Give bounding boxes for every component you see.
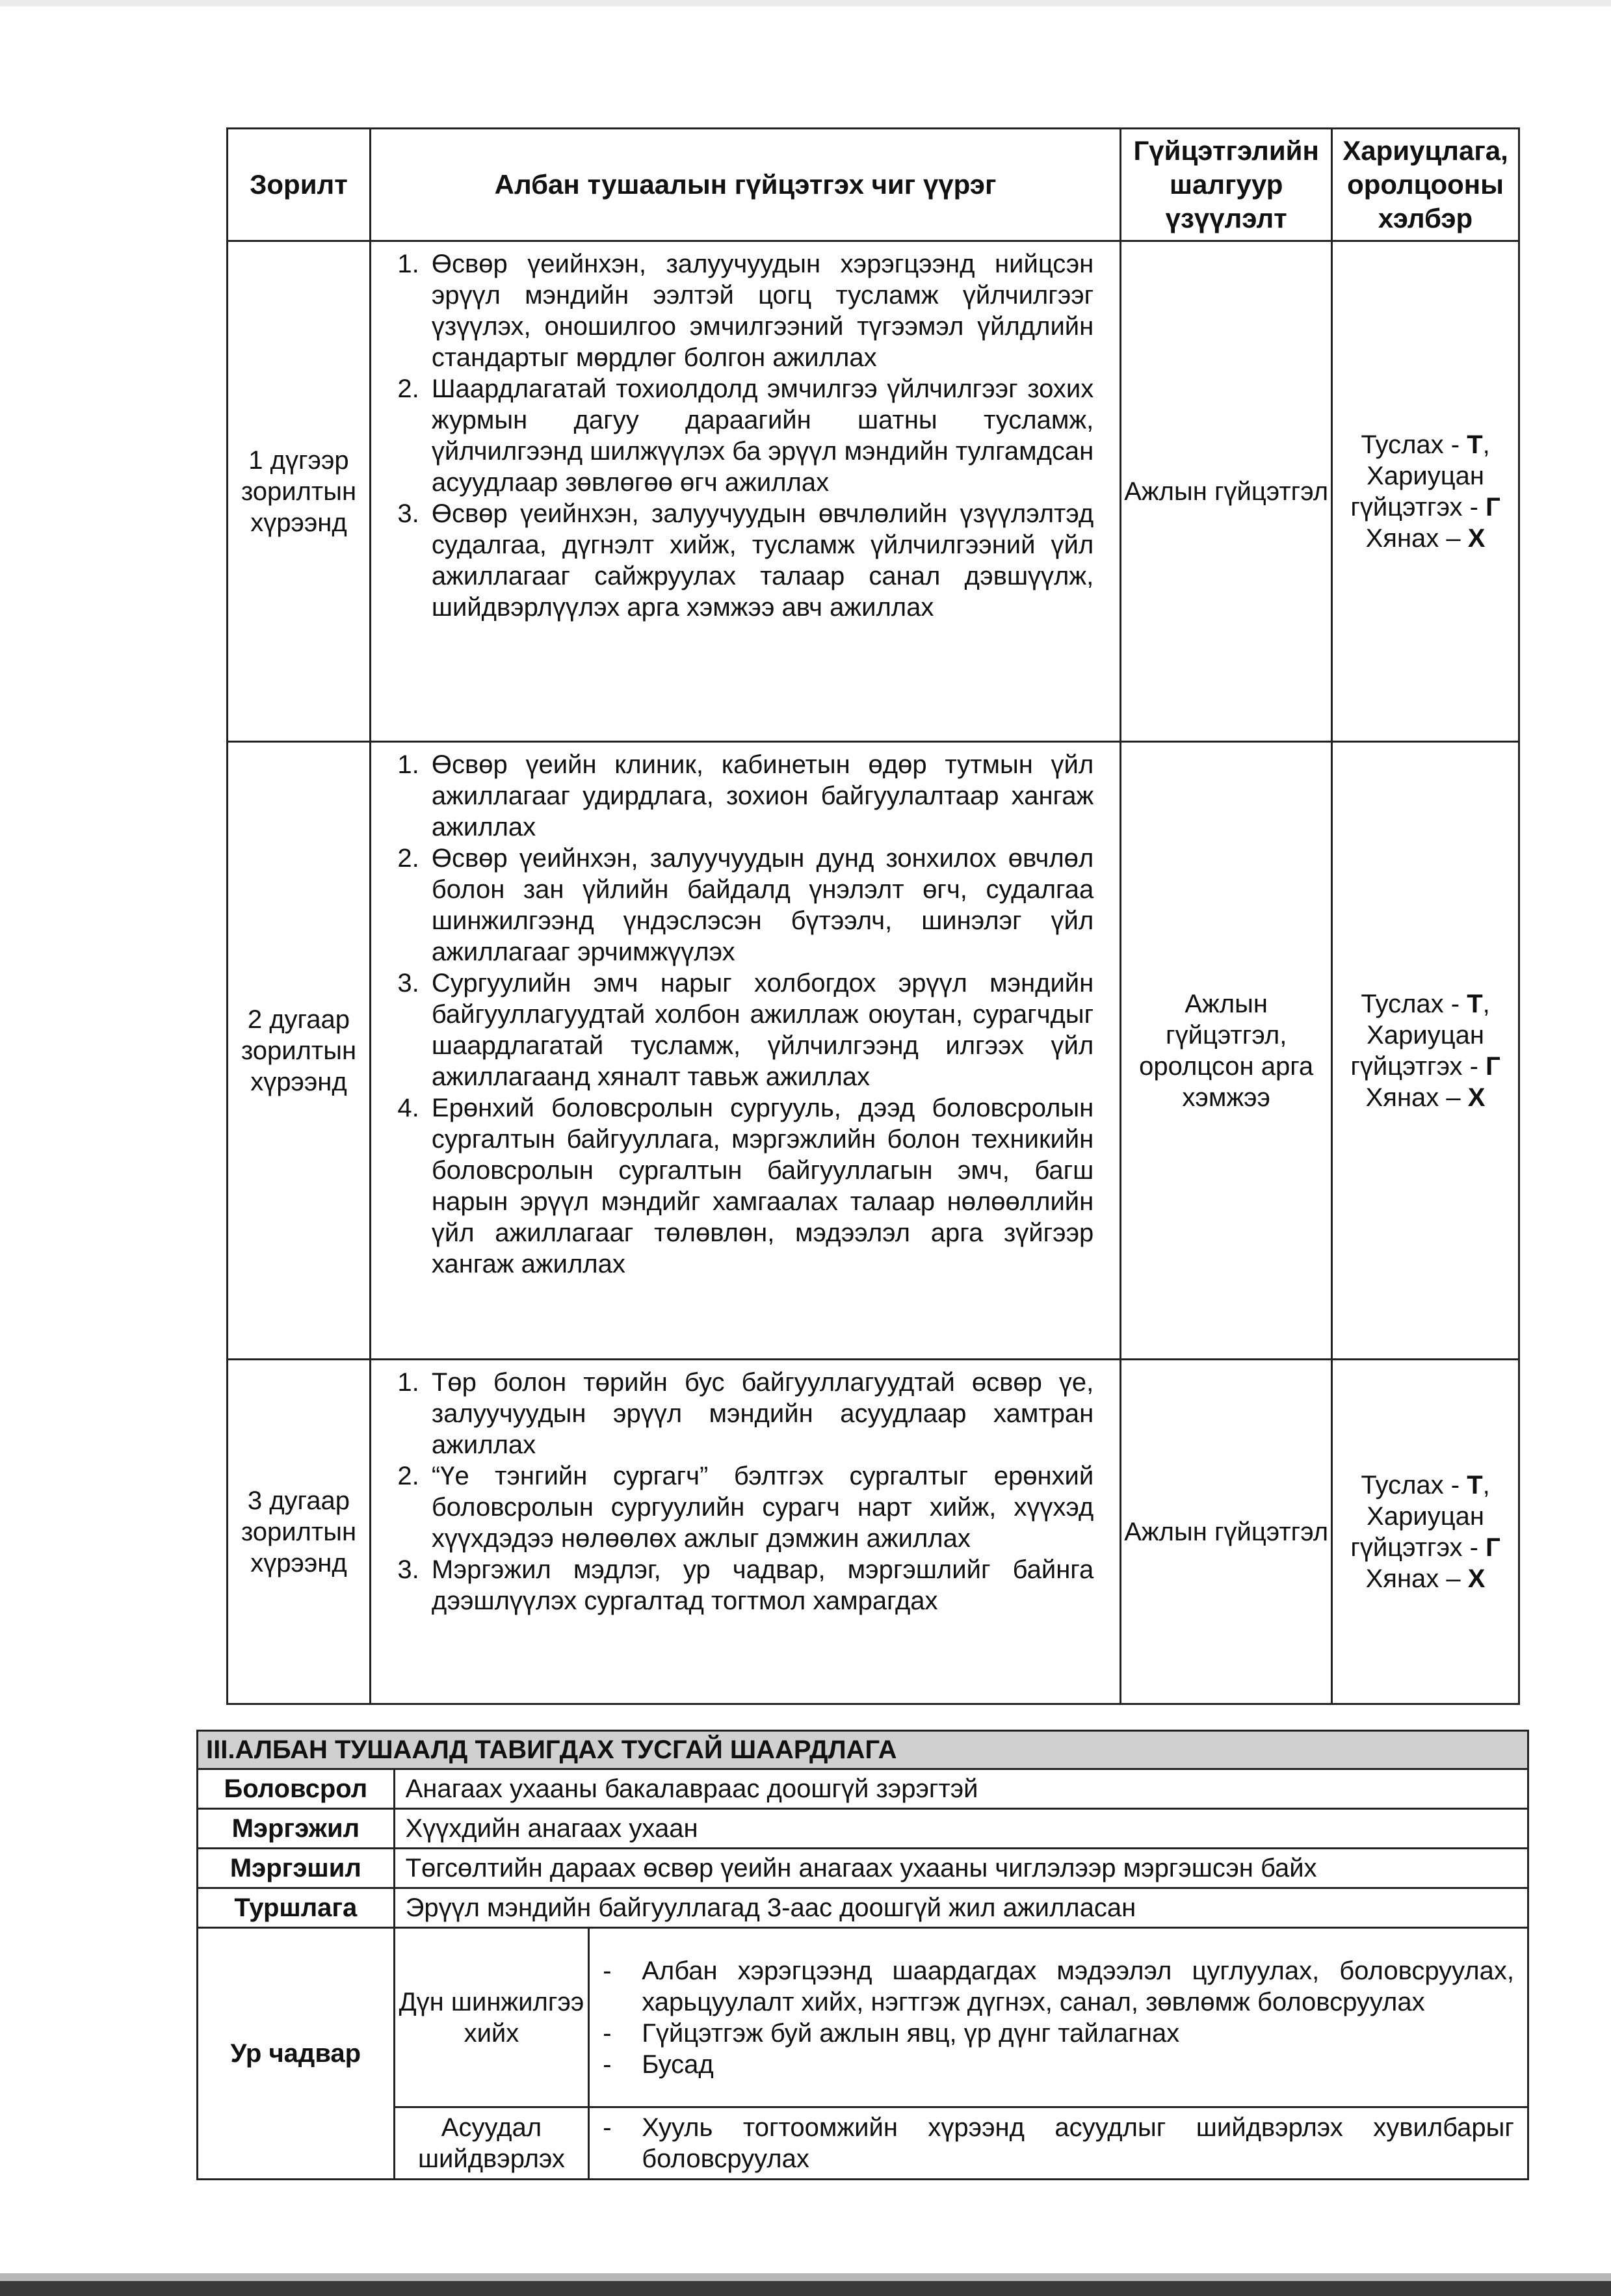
education-value: Анагаах ухааны бакалавраас доошгүй зэрэгтэй [394, 1769, 1528, 1809]
qualification-label: Мэргэшил [198, 1849, 395, 1888]
resp-control-mark: Х [1467, 1083, 1486, 1112]
table-row [198, 1849, 1528, 1888]
resp-control-label: Хянах – [1365, 1083, 1468, 1112]
requirements-table [196, 1730, 1529, 2180]
goal-cell: 1 дүгээр зорилтын хүрээнд [228, 241, 371, 742]
header-criteria: Гүйцэтгэлийн шалгуур үзүүлэлт [1121, 129, 1332, 241]
list-item: 3. Мэргэжил мэдлэг, ур чадвар, мэргэшлийг байнга дээшлүүлэх сургалтад тогтмол хамрагдах [426, 1554, 1094, 1616]
duty-table-header [228, 129, 1519, 241]
header-responsibility: Хариуцлага, оролцооны хэлбэр [1332, 129, 1519, 241]
scan-bottom-edge [0, 2281, 1611, 2296]
scan-bottom-shadow [0, 2273, 1611, 2281]
problem-solving-items [589, 2107, 1528, 2180]
problem-solving-label: Асуудал шийдвэрлэх [394, 2107, 589, 2180]
criteria-cell: Ажлын гүйцэтгэл [1121, 241, 1332, 742]
table-row [228, 742, 1519, 1360]
skills-label: Ур чадвар [198, 1928, 395, 2180]
tasks-cell [370, 1360, 1120, 1704]
list-item: 2. Өсвөр үеийнхэн, залуучуудын дунд зонхилох өвчлөл болон зан үйлийн байдалд үнэлэлт өгч, судалгаа шинжилгээнд үндэслэсэн бүтээлч, шинэлэг үйл ажиллагааг эрчимжүүлэх [426, 843, 1094, 968]
list-item: 1. Өсвөр үеийнхэн, залуучуудын хэрэгцээнд нийцсэн эрүүл мэндийн ээлтэй цогц тусламж үйлчилгээг үзүүлэх, оношилгоо эмчилгээний түгээмэл үйлдлийн стандартыг мөрдлөг болгон ажиллах [426, 248, 1094, 373]
resp-control-label: Хянах – [1365, 1564, 1468, 1593]
resp-comma: , [1482, 1470, 1490, 1499]
list-item: - Гүйцэтгэж буй ажлын явц, үр дүнг тайлагнах [603, 2018, 1180, 2048]
resp-control-mark: Х [1467, 523, 1486, 553]
list-item: 4. Ерөнхий боловсролын сургууль, дээд боловсролын сургалтын байгууллага, мэргэжлийн болон техникийн боловсролын сургалтын байгууллагын эмч, багш нарын эрүүл мэндийг хамгаалах талаар нөлөөллийн үйл ажиллагааг төлөвлөн, мэдээлэл арга зүйгээр хангаж ажиллах [426, 1092, 1094, 1280]
resp-control-label: Хянах – [1365, 523, 1468, 553]
experience-label: Туршлага [198, 1888, 395, 1928]
resp-assist-label: Туслах - [1361, 430, 1467, 459]
goal-cell: 2 дугаар зорилтын хүрээнд [228, 742, 371, 1360]
profession-value: Хүүхдийн анагаах ухаан [394, 1809, 1528, 1849]
resp-execute-label: Хариуцан гүйцэтгэх - [1350, 461, 1486, 521]
resp-execute-mark: Г [1486, 1533, 1500, 1562]
analysis-items [589, 1928, 1528, 2107]
list-item: 2. Шаардлагатай тохиолдолд эмчилгээ үйлчилгээг зохих журмын дагуу дараагийн шатны тусламж, үйлчилгээнд шилжүүлэх ба эрүүл мэндийн тулгамдсан асуудлаар зөвлөгөө өгч ажиллах [426, 373, 1094, 498]
tasks-cell [370, 241, 1120, 742]
responsibility-cell [1332, 1360, 1519, 1704]
list-item: 3. Сургуулийн эмч нарыг холбогдох эрүүл мэндийн байгууллагуудтай холбон ажиллаж оюутан, сурагчдыг шаардлагатай тусламж, үйлчилгээнд илгээх үйл ажиллагаанд хяналт тавьж ажиллах [426, 968, 1094, 1092]
resp-assist-label: Туслах - [1361, 989, 1467, 1018]
resp-control-mark: Х [1467, 1564, 1486, 1593]
table-row [198, 1809, 1528, 1849]
experience-value: Эрүүл мэндийн байгууллагад 3-аас доошгүй жил ажилласан [394, 1888, 1528, 1928]
header-goal: Зорилт [228, 129, 371, 241]
duty-table [226, 127, 1520, 1705]
list-item: 3. Өсвөр үеийнхэн, залуучуудын өвчлөлийн үзүүлэлтэд судалгаа, дүгнэлт хийж, тусламж үйлчилгээний үйл ажиллагааг сайжруулах талаар санал дэвшүүлж, шийдвэрлүүлэх арга хэмжээ авч ажиллах [426, 498, 1094, 623]
list-item: - Албан хэрэгцээнд шаардагдах мэдээлэл цуглуулах, боловсруулах, харьцуулалт хийх, нэгтгэж дүгнэх, санал, зөвлөмж боловсруулах [603, 1956, 1514, 2016]
profession-label: Мэргэжил [198, 1809, 395, 1849]
criteria-cell: Ажлын гүйцэтгэл, оролцсон арга хэмжээ [1121, 742, 1332, 1360]
list-item: - Бусад [603, 2050, 714, 2079]
resp-assist-mark: Т [1467, 430, 1483, 459]
table-row [228, 1360, 1519, 1704]
section-title: III.АЛБАН ТУШААЛД ТАВИГДАХ ТУСГАЙ ШААРДЛАГА [198, 1731, 1528, 1769]
scan-top-edge [0, 0, 1611, 7]
resp-execute-mark: Г [1486, 492, 1500, 521]
resp-assist-mark: Т [1467, 989, 1483, 1018]
requirements-title-row [198, 1731, 1528, 1769]
table-row [198, 1769, 1528, 1809]
resp-assist-mark: Т [1467, 1470, 1483, 1499]
resp-assist-label: Туслах - [1361, 1470, 1467, 1499]
qualification-value: Төгсөлтийн дараах өсвөр үеийн анагаах ухааны чиглэлээр мэргэшсэн байх [394, 1849, 1528, 1888]
task-list [397, 749, 1094, 1280]
list-item: - Хууль тогтоомжийн хүрээнд асуудлыг шийдвэрлэх хувилбарыг боловсруулах [603, 2113, 1514, 2173]
list-item: 2. “Үе тэнгийн сургагч” бэлтгэх сургалтыг ерөнхий боловсролын сургуулийн сурагч нарт хийж, хүүхэд хүүхдэдээ нөлөөлөх ажлыг дэмжин ажиллах [426, 1460, 1094, 1554]
criteria-cell: Ажлын гүйцэтгэл [1121, 1360, 1332, 1704]
table-row [228, 241, 1519, 742]
resp-execute-label: Хариуцан гүйцэтгэх - [1350, 1501, 1486, 1562]
education-label: Боловсрол [198, 1769, 395, 1809]
responsibility-cell [1332, 241, 1519, 742]
list-item: 1. Төр болон төрийн бус байгууллагуудтай өсвөр үе, залуучуудын эрүүл мэндийн асуудлаар хамтран ажиллах [426, 1367, 1094, 1460]
table-row [198, 2107, 1528, 2180]
tasks-cell [370, 742, 1120, 1360]
resp-execute-mark: Г [1486, 1051, 1500, 1081]
responsibility-cell [1332, 742, 1519, 1360]
analysis-label: Дүн шинжилгээ хийх [394, 1928, 589, 2107]
table-row [198, 1928, 1528, 2107]
task-list [397, 1367, 1094, 1616]
table-row [198, 1888, 1528, 1928]
list-item: 1. Өсвөр үеийн клиник, кабинетын өдөр тутмын үйл ажиллагааг удирдлага, зохион байгуулалтаар хангаж ажиллах [426, 749, 1094, 843]
header-duties: Албан тушаалын гүйцэтгэх чиг үүрэг [370, 129, 1120, 241]
task-list [397, 248, 1094, 623]
goal-cell: 3 дугаар зорилтын хүрээнд [228, 1360, 371, 1704]
resp-execute-label: Хариуцан гүйцэтгэх - [1350, 1020, 1486, 1081]
resp-comma: , [1482, 989, 1490, 1018]
resp-comma: , [1482, 430, 1490, 459]
